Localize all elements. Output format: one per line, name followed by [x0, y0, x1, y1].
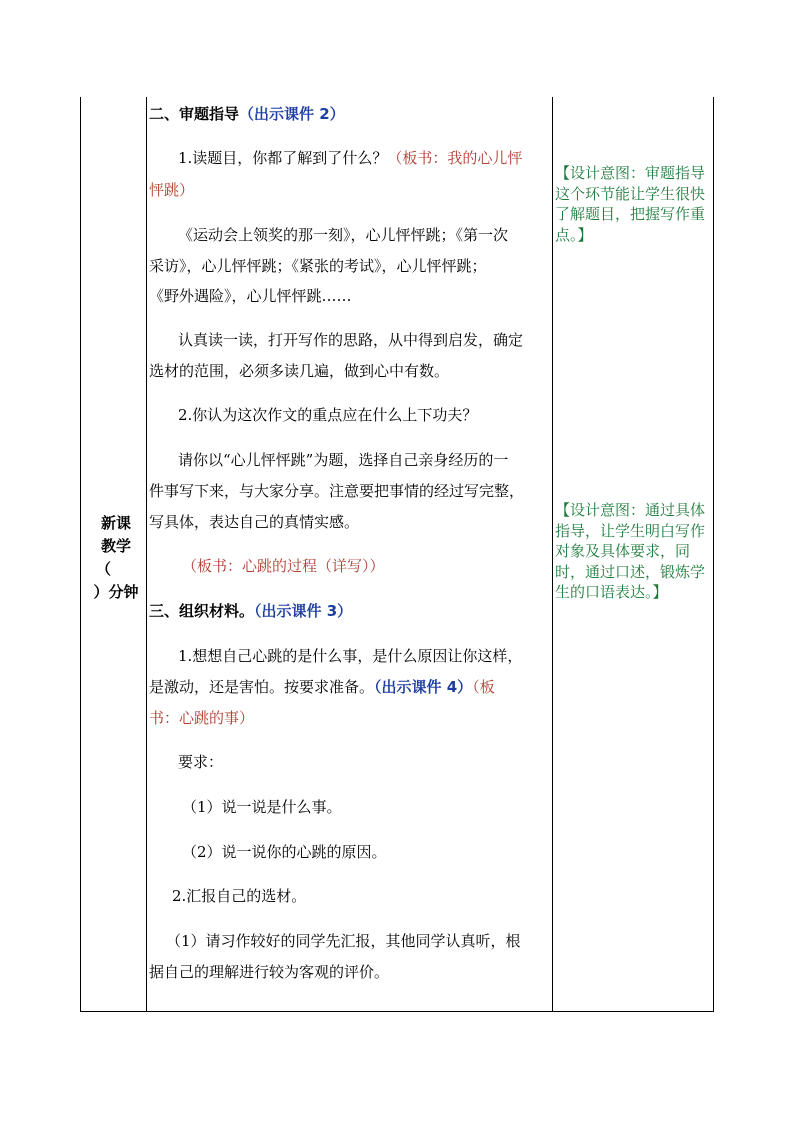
section-label-line-3: （ [96, 560, 112, 578]
paragraph-4: 2.你认为这次作文的重点应在什么上下功夫？ [178, 406, 478, 424]
board-note-7b: 书：心跳的事） [149, 709, 255, 727]
courseware-ref-2: （出示课件 2） [239, 105, 345, 123]
section-2-heading [149, 104, 345, 124]
table-border-left [80, 97, 81, 1012]
courseware-ref-4: （出示课件 4） [374, 678, 473, 696]
paragraph-2-line-1: 《运动会上领奖的那一刻》，心儿怦怦跳；《第一次 [178, 226, 509, 244]
paragraph-2-line-3: 《野外遇险》，心儿怦怦跳…… [149, 287, 352, 305]
paragraph-3-line-2: 选材的范围，必须多读几遍，做到心中有数。 [149, 362, 450, 380]
table-divider-1 [146, 97, 147, 1012]
paragraph-7-line-2 [149, 677, 495, 697]
requirements-label: 要求： [178, 753, 224, 771]
board-note-1a: （板书：我的心儿怦 [387, 149, 523, 167]
table-border-right [713, 97, 714, 1012]
paragraph-5-line-1: 请你以“心儿怦怦跳”为题，选择自己亲身经历的一 [178, 451, 509, 469]
section-3-title: 三、组织材料。 [149, 602, 255, 620]
section-2-title: 二、审题指导 [149, 105, 240, 123]
section-label [86, 512, 146, 604]
paragraph-3-line-1: 认真读一读，打开写作的思路，从中得到启发，确定 [178, 331, 524, 349]
paragraph-1 [178, 148, 522, 168]
section-3-heading [149, 601, 352, 621]
section-label-line-4: ）分钟 [93, 583, 139, 601]
paragraph-5-line-2: 件事写下来，与大家分享。注意要把事情的经过写完整， [149, 482, 525, 500]
courseware-ref-3: （出示课件 3） [254, 602, 353, 620]
requirement-1: （1）说一说是什么事。 [182, 798, 342, 816]
board-note-7a: （板 [472, 678, 495, 696]
table-border-bottom [80, 1011, 714, 1012]
board-note-6: （板书：心跳的过程（详写）） [182, 557, 385, 575]
paragraph-7-line-1: 1.想想自己心跳的是什么事，是什么原因让你这样， [178, 647, 523, 665]
paragraph-5-line-3: 写具体，表达自己的真情实感。 [149, 513, 360, 531]
table-divider-2 [552, 97, 553, 1012]
paragraph-8: 2.汇报自己的选材。 [172, 887, 307, 905]
board-note-1b: 怦跳） [149, 181, 195, 199]
design-intent-1: 【设计意图：审题指导这个环节能让学生很快了解题目，把握写作重点。】 [555, 164, 706, 244]
section-label-line-1: 新课 [100, 514, 131, 532]
design-intent-2: 【设计意图：通过具体指导，让学生明白写作对象及具体要求，同时，通过口述，锻炼学生的口语表达。】 [555, 501, 706, 601]
requirement-2: （2）说一说你的心跳的原因。 [182, 843, 387, 861]
paragraph-9-line-1: （1）请习作较好的同学先汇报，其他同学认真听，根 [166, 932, 521, 950]
paragraph-2-line-2: 采访》，心儿怦怦跳；《紧张的考试》，心儿怦怦跳； [149, 257, 487, 275]
paragraph-7-text: 是激动，还是害怕。按要求准备。 [149, 678, 375, 696]
section-label-line-2: 教学 [100, 537, 131, 555]
paragraph-1-text: 1.读题目，你都了解到了什么？ [178, 149, 388, 167]
paragraph-9-line-2: 据自己的理解进行较为客观的评价。 [149, 963, 390, 981]
